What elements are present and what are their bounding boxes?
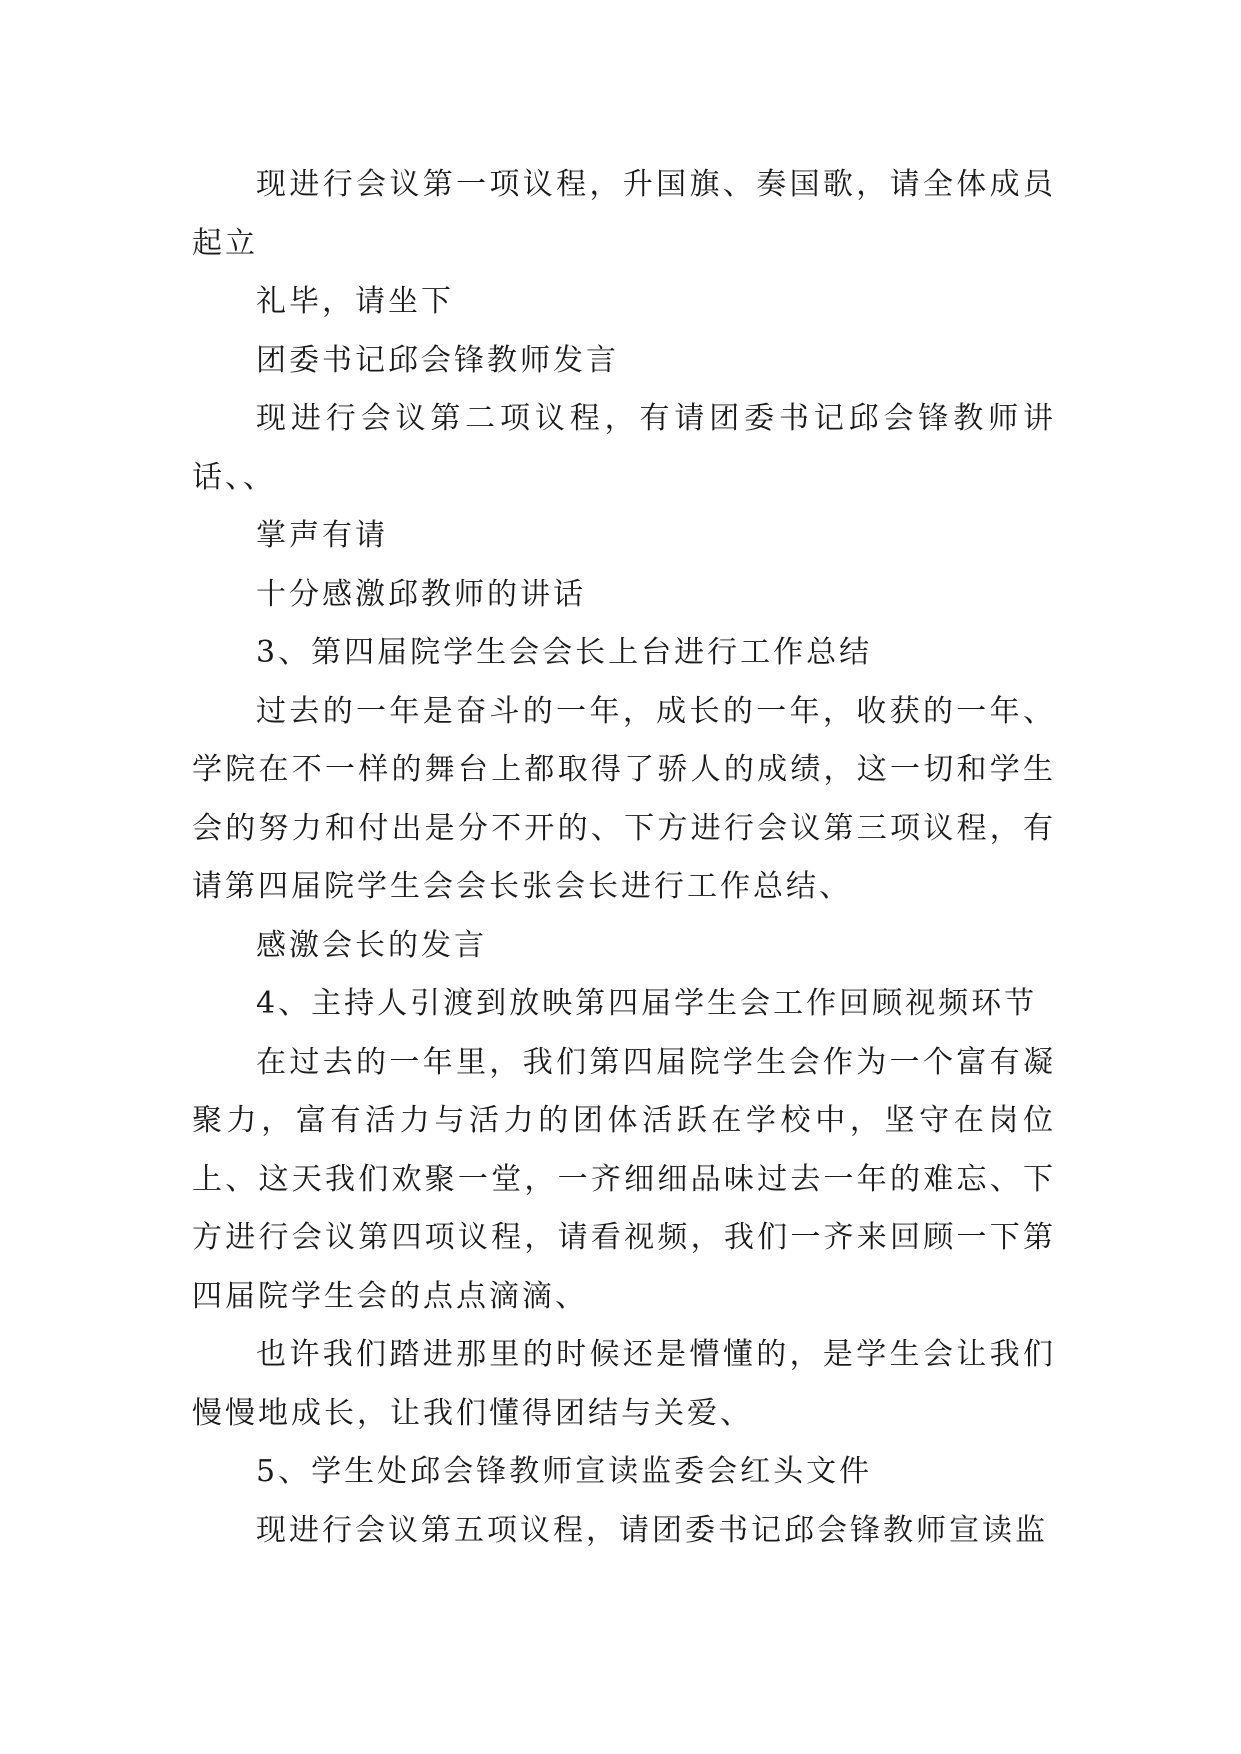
paragraph-item-5-heading: 5、学生处邱会锋教师宣读监委会红头文件: [256, 1454, 873, 1489]
paragraph-thanks-teacher: 十分感激邱教师的讲话: [256, 576, 586, 612]
paragraph-sit-down: 礼毕，请坐下: [256, 284, 454, 319]
paragraph-secretary-speech-heading: 团委书记邱会锋教师发言: [256, 342, 619, 378]
paragraph-applause: 掌声有请: [256, 518, 388, 553]
paragraph-growth: 也许我们踏进那里的时候还是懵懂的，是学生会让我们慢慢地成长，让我们懂得团结与关爱、: [192, 1337, 1056, 1431]
paragraph-agenda-5: 现进行会议第五项议程，请团委书记邱会锋教师宣读监: [256, 1512, 1048, 1548]
document-body: [192, 156, 1056, 1560]
paragraph-review-video: 在过去的一年里，我们第四届院学生会作为一个富有凝聚力，富有活力与活力的团体活跃在学校中，坚守在岗位上、这天我们欢聚一堂，一齐细细品味过去一年的难忘、下方进行会议第四项议程，请看视频，我们一齐来回顾一下第四届院学生会的点点滴滴、: [192, 1044, 1056, 1314]
paragraph-thanks-president: 感激会长的发言: [256, 927, 487, 963]
paragraph-past-year: 过去的一年是奋斗的一年，成长的一年，收获的一年、学院在不一样的舞台上都取得了骄人的成绩，这一切和学生会的努力和付出是分不开的、下方进行会议第三项议程，有请第四届院学生会会长张会长进行工作总结、: [192, 693, 1056, 904]
paragraph-agenda-1: 现进行会议第一项议程，升国旗、奏国歌，请全体成员起立: [192, 167, 1056, 261]
paragraph-item-3-heading: 3、第四届院学生会会长上台进行工作总结: [256, 635, 873, 670]
paragraph-item-4-heading: 4、主持人引渡到放映第四届学生会工作回顾视频环节: [256, 986, 1038, 1021]
paragraph-agenda-2: 现进行会议第二项议程，有请团委书记邱会锋教师讲话、、: [192, 401, 1056, 495]
